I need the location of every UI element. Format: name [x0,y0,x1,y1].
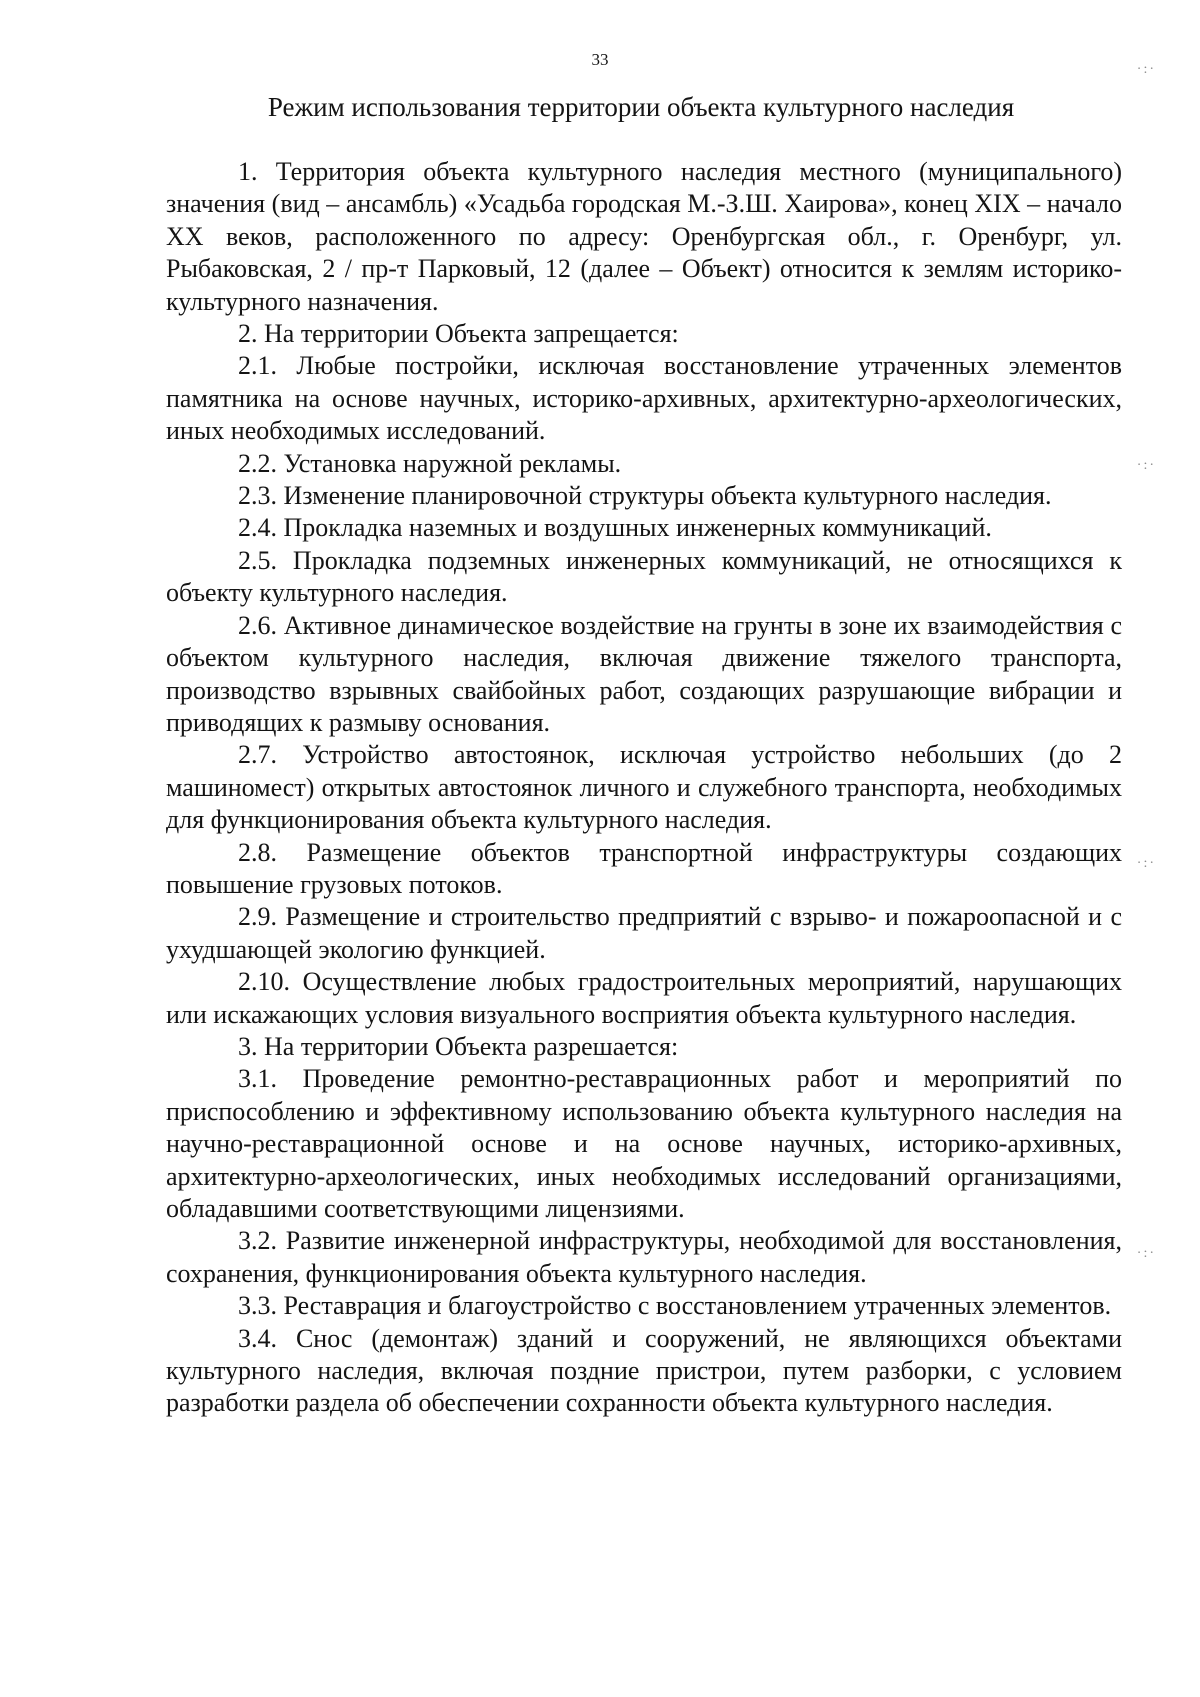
paragraph-3: 3. На территории Объекта разрешается: [238,1031,679,1061]
paragraph-2-8: 2.8. Размещение объектов транспортной инфраструктуры создающих повышение грузовых потоков. [166,837,1122,899]
paragraph-3-2: 3.2. Развитие инженерной инфраструктуры, необходимой для восстановления, сохранения, функционирования объекта культурного наследия. [166,1226,1122,1288]
scan-speck: ·:· [1136,62,1156,77]
paragraph-1: 1. Территория объекта культурного наследия местного (муниципального) значения (вид – ансамбль) «Усадьба городская М.-З.Ш. Хаирова», конец XIX – начало XX веков, расположенного по адресу: Оренбургская обл., г. Оренбург, ул. Рыбаковская, 2 / пр-т Парковый, 12 (далее – Объект) относится к землям историко-культурного назначения. [166,157,1122,316]
paragraph-3-3: 3.3. Реставрация и благоустройство с восстановлением утраченных элементов. [238,1291,1112,1321]
page-number: 33 [591,50,609,69]
scan-speck: ·:· [1136,1246,1156,1261]
paragraph-3-4: 3.4. Снос (демонтаж) зданий и сооружений, не являющихся объектами культурного наследия, включая поздние пристрои, путем разборки, с условием разработки раздела об обеспечении сохранности объекта культурного наследия. [166,1323,1122,1418]
paragraph-2: 2. На территории Объекта запрещается: [238,319,679,349]
paragraph-2-9: 2.9. Размещение и строительство предприятий с взрыво- и пожароопасной и с ухудшающей экологию функцией. [166,902,1122,964]
paragraph-2-4: 2.4. Прокладка наземных и воздушных инженерных коммуникаций. [238,513,992,543]
paragraph-2-7: 2.7. Устройство автостоянок, исключая устройство небольших (до 2 машиномест) открытых автостоянок личного и служебного транспорта, необходимых для функционирования объекта культурного наследия. [166,740,1122,835]
paragraph-2-2: 2.2. Установка наружной рекламы. [238,448,622,478]
scan-speck: ·:· [1136,458,1156,473]
paragraph-2-3: 2.3. Изменение планировочной структуры объекта культурного наследия. [238,481,1052,511]
paragraph-2-10: 2.10. Осуществление любых градостроительных мероприятий, нарушающих или искажающих условия визуального восприятия объекта культурного наследия. [166,967,1122,1029]
paragraph-3-1: 3.1. Проведение ремонтно-реставрационных работ и мероприятий по приспособлению и эффективному использованию объекта культурного наследия на научно-реставрационной основе и на основе научных, историко-архивных, архитектурно-археологических, иных необходимых исследований организациями, обладавшими соответствующими лицензиями. [166,1064,1122,1223]
paragraph-2-6: 2.6. Активное динамическое воздействие на грунты в зоне их взаимодействия с объектом культурного наследия, включая движение тяжелого транспорта, производство взрывных свайбойных работ, создающих разрушающие вибрации и приводящих к размыву основания. [166,610,1122,737]
paragraph-2-5: 2.5. Прокладка подземных инженерных коммуникаций, не относящихся к объекту культурного наследия. [166,545,1122,608]
document-title: Режим использования территории объекта культурного наследия [267,92,1015,122]
document-body [166,156,1122,1420]
paragraph-2-1: 2.1. Любые постройки, исключая восстановление утраченных элементов памятника на основе научных, историко-архивных, архитектурно-археологических, иных необходимых исследований. [166,351,1122,446]
scan-speck: ·:· [1136,856,1156,871]
